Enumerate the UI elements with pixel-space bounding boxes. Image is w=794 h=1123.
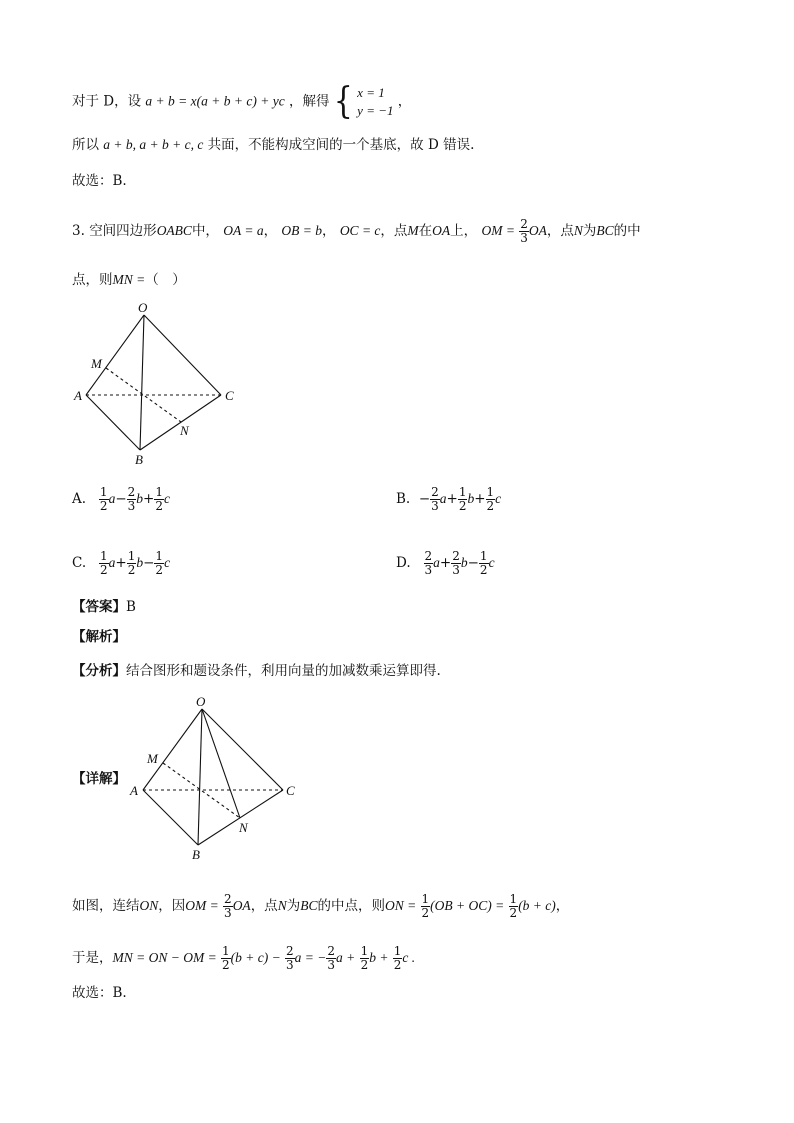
op: + bbox=[446, 491, 458, 507]
tetrahedron-figure-1 bbox=[66, 300, 246, 470]
question-line-2 bbox=[72, 272, 186, 288]
edge-oc bbox=[202, 709, 283, 790]
text: 为 bbox=[582, 223, 597, 239]
var: OA bbox=[528, 223, 547, 238]
fraction bbox=[326, 945, 336, 972]
fraction bbox=[430, 486, 440, 513]
label-a: A bbox=[130, 783, 138, 798]
label-m: M bbox=[91, 356, 102, 371]
text: ，点 bbox=[380, 223, 408, 239]
vec-expr: c . bbox=[402, 950, 416, 965]
num: 1 bbox=[100, 549, 108, 563]
question-number: 3. bbox=[72, 223, 85, 239]
vec: b bbox=[136, 555, 144, 570]
fenxi-text: 结合图形和题设条件，利用向量的加减数乘运算即得. bbox=[126, 663, 441, 679]
op: − bbox=[467, 555, 479, 571]
var: ON bbox=[139, 898, 159, 913]
option-b[interactable] bbox=[396, 486, 501, 513]
den: 3 bbox=[424, 563, 433, 577]
op: + bbox=[474, 491, 486, 507]
vec-eq: OA = a bbox=[223, 223, 264, 238]
line-d-analysis bbox=[72, 80, 412, 123]
den: 2 bbox=[486, 499, 495, 513]
edge-on bbox=[202, 709, 240, 818]
text: 于是， bbox=[72, 950, 113, 966]
vec-expr: b + bbox=[369, 950, 389, 965]
num: 1 bbox=[127, 549, 136, 563]
den: 2 bbox=[479, 563, 488, 577]
num: 2 bbox=[520, 217, 528, 231]
text: ，因 bbox=[158, 898, 186, 914]
fraction bbox=[127, 486, 137, 513]
label-b: B bbox=[135, 452, 143, 467]
num: 1 bbox=[421, 892, 430, 906]
edge-ob bbox=[140, 315, 144, 450]
vec: a bbox=[433, 555, 440, 570]
text: 点，则 bbox=[72, 272, 113, 288]
answer-value: B bbox=[126, 599, 136, 615]
fraction bbox=[360, 945, 370, 972]
num: 2 bbox=[424, 549, 433, 563]
edge-oa bbox=[86, 315, 144, 395]
answer-label: 【答案】 bbox=[72, 599, 126, 615]
option-c[interactable] bbox=[72, 550, 170, 577]
vec: a bbox=[108, 491, 116, 506]
num: 2 bbox=[224, 892, 232, 906]
var: M bbox=[407, 223, 419, 238]
den: 2 bbox=[509, 906, 518, 920]
num: 2 bbox=[327, 944, 336, 958]
num: 1 bbox=[222, 944, 230, 958]
op: + bbox=[439, 555, 452, 571]
fraction bbox=[479, 550, 489, 577]
text: ， bbox=[555, 898, 570, 914]
fraction bbox=[221, 945, 231, 972]
text: 如图，连结 bbox=[72, 898, 140, 914]
text: ， bbox=[397, 93, 412, 110]
vec: b bbox=[460, 555, 468, 570]
option-letter: C. bbox=[72, 555, 87, 571]
vec: c bbox=[164, 555, 171, 570]
fraction bbox=[393, 945, 403, 972]
final-answer: 故选：B. bbox=[72, 985, 127, 1001]
den: 2 bbox=[155, 563, 164, 577]
option-d[interactable] bbox=[396, 550, 495, 577]
var: N bbox=[573, 223, 583, 238]
option-letter: D. bbox=[396, 555, 411, 571]
option-letter: B. bbox=[396, 491, 411, 507]
equation-system bbox=[357, 84, 393, 120]
num: 1 bbox=[479, 549, 488, 563]
answer-row bbox=[72, 599, 136, 615]
text: 在 bbox=[418, 223, 433, 239]
op: + bbox=[115, 555, 127, 571]
op: − bbox=[143, 555, 155, 571]
num: 1 bbox=[393, 944, 402, 958]
vectors: a + b, a + b + c, c bbox=[103, 137, 204, 152]
xiangjie-label: 【详解】 bbox=[72, 771, 126, 787]
text: 的中点，则 bbox=[317, 898, 385, 914]
fraction bbox=[154, 486, 164, 513]
label-m: M bbox=[147, 751, 158, 766]
label-c: C bbox=[225, 388, 234, 403]
label-a: A bbox=[74, 388, 82, 403]
num: 1 bbox=[99, 485, 108, 499]
vec: c bbox=[495, 491, 502, 506]
den: 2 bbox=[360, 958, 369, 972]
fraction bbox=[486, 486, 496, 513]
text: 空间四边形 bbox=[89, 223, 157, 239]
label-o: O bbox=[196, 694, 206, 709]
option-letter: A. bbox=[72, 491, 87, 507]
fraction bbox=[99, 550, 109, 577]
text: 的中 bbox=[613, 223, 641, 239]
text: 上， bbox=[450, 223, 478, 239]
text: 所以 bbox=[72, 137, 99, 153]
fraction bbox=[285, 945, 295, 972]
text: ，点 bbox=[546, 223, 574, 239]
num: 1 bbox=[486, 485, 495, 499]
fraction bbox=[519, 218, 529, 245]
num: 1 bbox=[155, 485, 163, 499]
var: BC bbox=[596, 223, 614, 238]
num: 1 bbox=[509, 892, 518, 906]
vec: a bbox=[108, 555, 116, 570]
text: 为 bbox=[286, 898, 301, 914]
fraction bbox=[451, 550, 461, 577]
num: 1 bbox=[360, 944, 369, 958]
label-n: N bbox=[180, 423, 189, 438]
line-coplanar bbox=[72, 137, 474, 153]
den: 3 bbox=[127, 499, 136, 513]
vec: c bbox=[488, 555, 495, 570]
vec-eq: MN = bbox=[112, 272, 146, 287]
solution-line-1 bbox=[72, 893, 569, 920]
num: 2 bbox=[431, 485, 439, 499]
den: 2 bbox=[127, 563, 136, 577]
vec-eq: ON = bbox=[384, 898, 417, 913]
vec-eq: OM = bbox=[185, 898, 219, 913]
den: 3 bbox=[327, 958, 336, 972]
den: 2 bbox=[421, 906, 430, 920]
fraction bbox=[154, 550, 164, 577]
den: 3 bbox=[520, 231, 528, 245]
op: − bbox=[115, 491, 127, 507]
text: ，解得 bbox=[288, 93, 330, 110]
fraction bbox=[509, 893, 519, 920]
edge-oc bbox=[144, 315, 221, 395]
answer-line: 故选：B. bbox=[72, 173, 127, 189]
var: BC bbox=[300, 898, 318, 913]
label-c: C bbox=[286, 783, 295, 798]
equation: a + b = x(a + b + c) + yc bbox=[145, 93, 285, 109]
vec-expr: (b + c) bbox=[518, 898, 556, 913]
tetrahedron-figure-2 bbox=[125, 693, 305, 863]
den: 3 bbox=[286, 958, 294, 972]
vec-eq: OC = c bbox=[339, 223, 381, 238]
text: （ ） bbox=[145, 272, 186, 288]
den: 2 bbox=[100, 563, 108, 577]
num: 1 bbox=[458, 485, 467, 499]
edge-oa bbox=[143, 709, 202, 790]
brace: { bbox=[333, 80, 353, 123]
den: 2 bbox=[393, 958, 402, 972]
sys-y: y = −1 bbox=[357, 103, 394, 118]
vec-expr: (b + c) − bbox=[230, 950, 281, 965]
den: 2 bbox=[458, 499, 467, 513]
option-a[interactable] bbox=[72, 486, 170, 513]
text: ，点 bbox=[250, 898, 278, 914]
var: OA bbox=[232, 898, 251, 913]
den: 2 bbox=[99, 499, 108, 513]
edge-ab bbox=[86, 395, 140, 450]
solution-line-2 bbox=[72, 945, 415, 972]
text: 对于 D，设 bbox=[72, 93, 142, 110]
fraction bbox=[424, 550, 434, 577]
vec-expr: (OB + OC) = bbox=[430, 898, 505, 913]
fenxi-row bbox=[72, 663, 441, 679]
edge-bc bbox=[198, 790, 283, 845]
num: 2 bbox=[286, 944, 294, 958]
var: OABC bbox=[156, 223, 192, 238]
fenxi-label: 【分析】 bbox=[72, 663, 126, 679]
edge-ob bbox=[198, 709, 202, 845]
fraction bbox=[421, 893, 431, 920]
den: 2 bbox=[222, 958, 230, 972]
analysis-label: 【解析】 bbox=[72, 629, 126, 645]
sys-x: x = 1 bbox=[357, 85, 385, 100]
fraction bbox=[223, 893, 233, 920]
var: OA bbox=[432, 223, 451, 238]
num: 2 bbox=[127, 485, 136, 499]
num: 2 bbox=[452, 549, 460, 563]
label-n: N bbox=[239, 820, 248, 835]
text: 中， bbox=[191, 223, 219, 239]
edge-ab bbox=[143, 790, 198, 845]
den: 3 bbox=[224, 906, 232, 920]
den: 2 bbox=[155, 499, 163, 513]
vec: a bbox=[439, 491, 447, 506]
label-b: B bbox=[192, 847, 200, 862]
den: 3 bbox=[431, 499, 439, 513]
vec: b bbox=[467, 491, 475, 506]
den: 3 bbox=[452, 563, 460, 577]
vec: b bbox=[136, 491, 144, 506]
op: + bbox=[143, 491, 155, 507]
vec-expr: a + bbox=[336, 950, 356, 965]
num: 1 bbox=[155, 549, 164, 563]
vec-eq: OB = b bbox=[281, 223, 323, 238]
sign: − bbox=[418, 491, 431, 507]
text: 共面，不能构成空间的一个基底，故 D 错误. bbox=[207, 137, 475, 153]
vec-expr: a = − bbox=[294, 950, 327, 965]
question-line-1: 3. 空间四边形OABC中， OA = a， OB = b， OC = c，点M在OA上， OM = $\frac{2}{3}$ OA，点N为BC的中 bbox=[72, 217, 641, 245]
vec: c bbox=[163, 491, 170, 506]
vec-eq: OM = bbox=[481, 223, 515, 238]
vec-eq: MN = ON − OM = bbox=[112, 950, 217, 965]
fraction bbox=[127, 550, 137, 577]
var: N bbox=[277, 898, 287, 913]
fraction bbox=[99, 486, 109, 513]
label-o: O bbox=[138, 300, 148, 315]
